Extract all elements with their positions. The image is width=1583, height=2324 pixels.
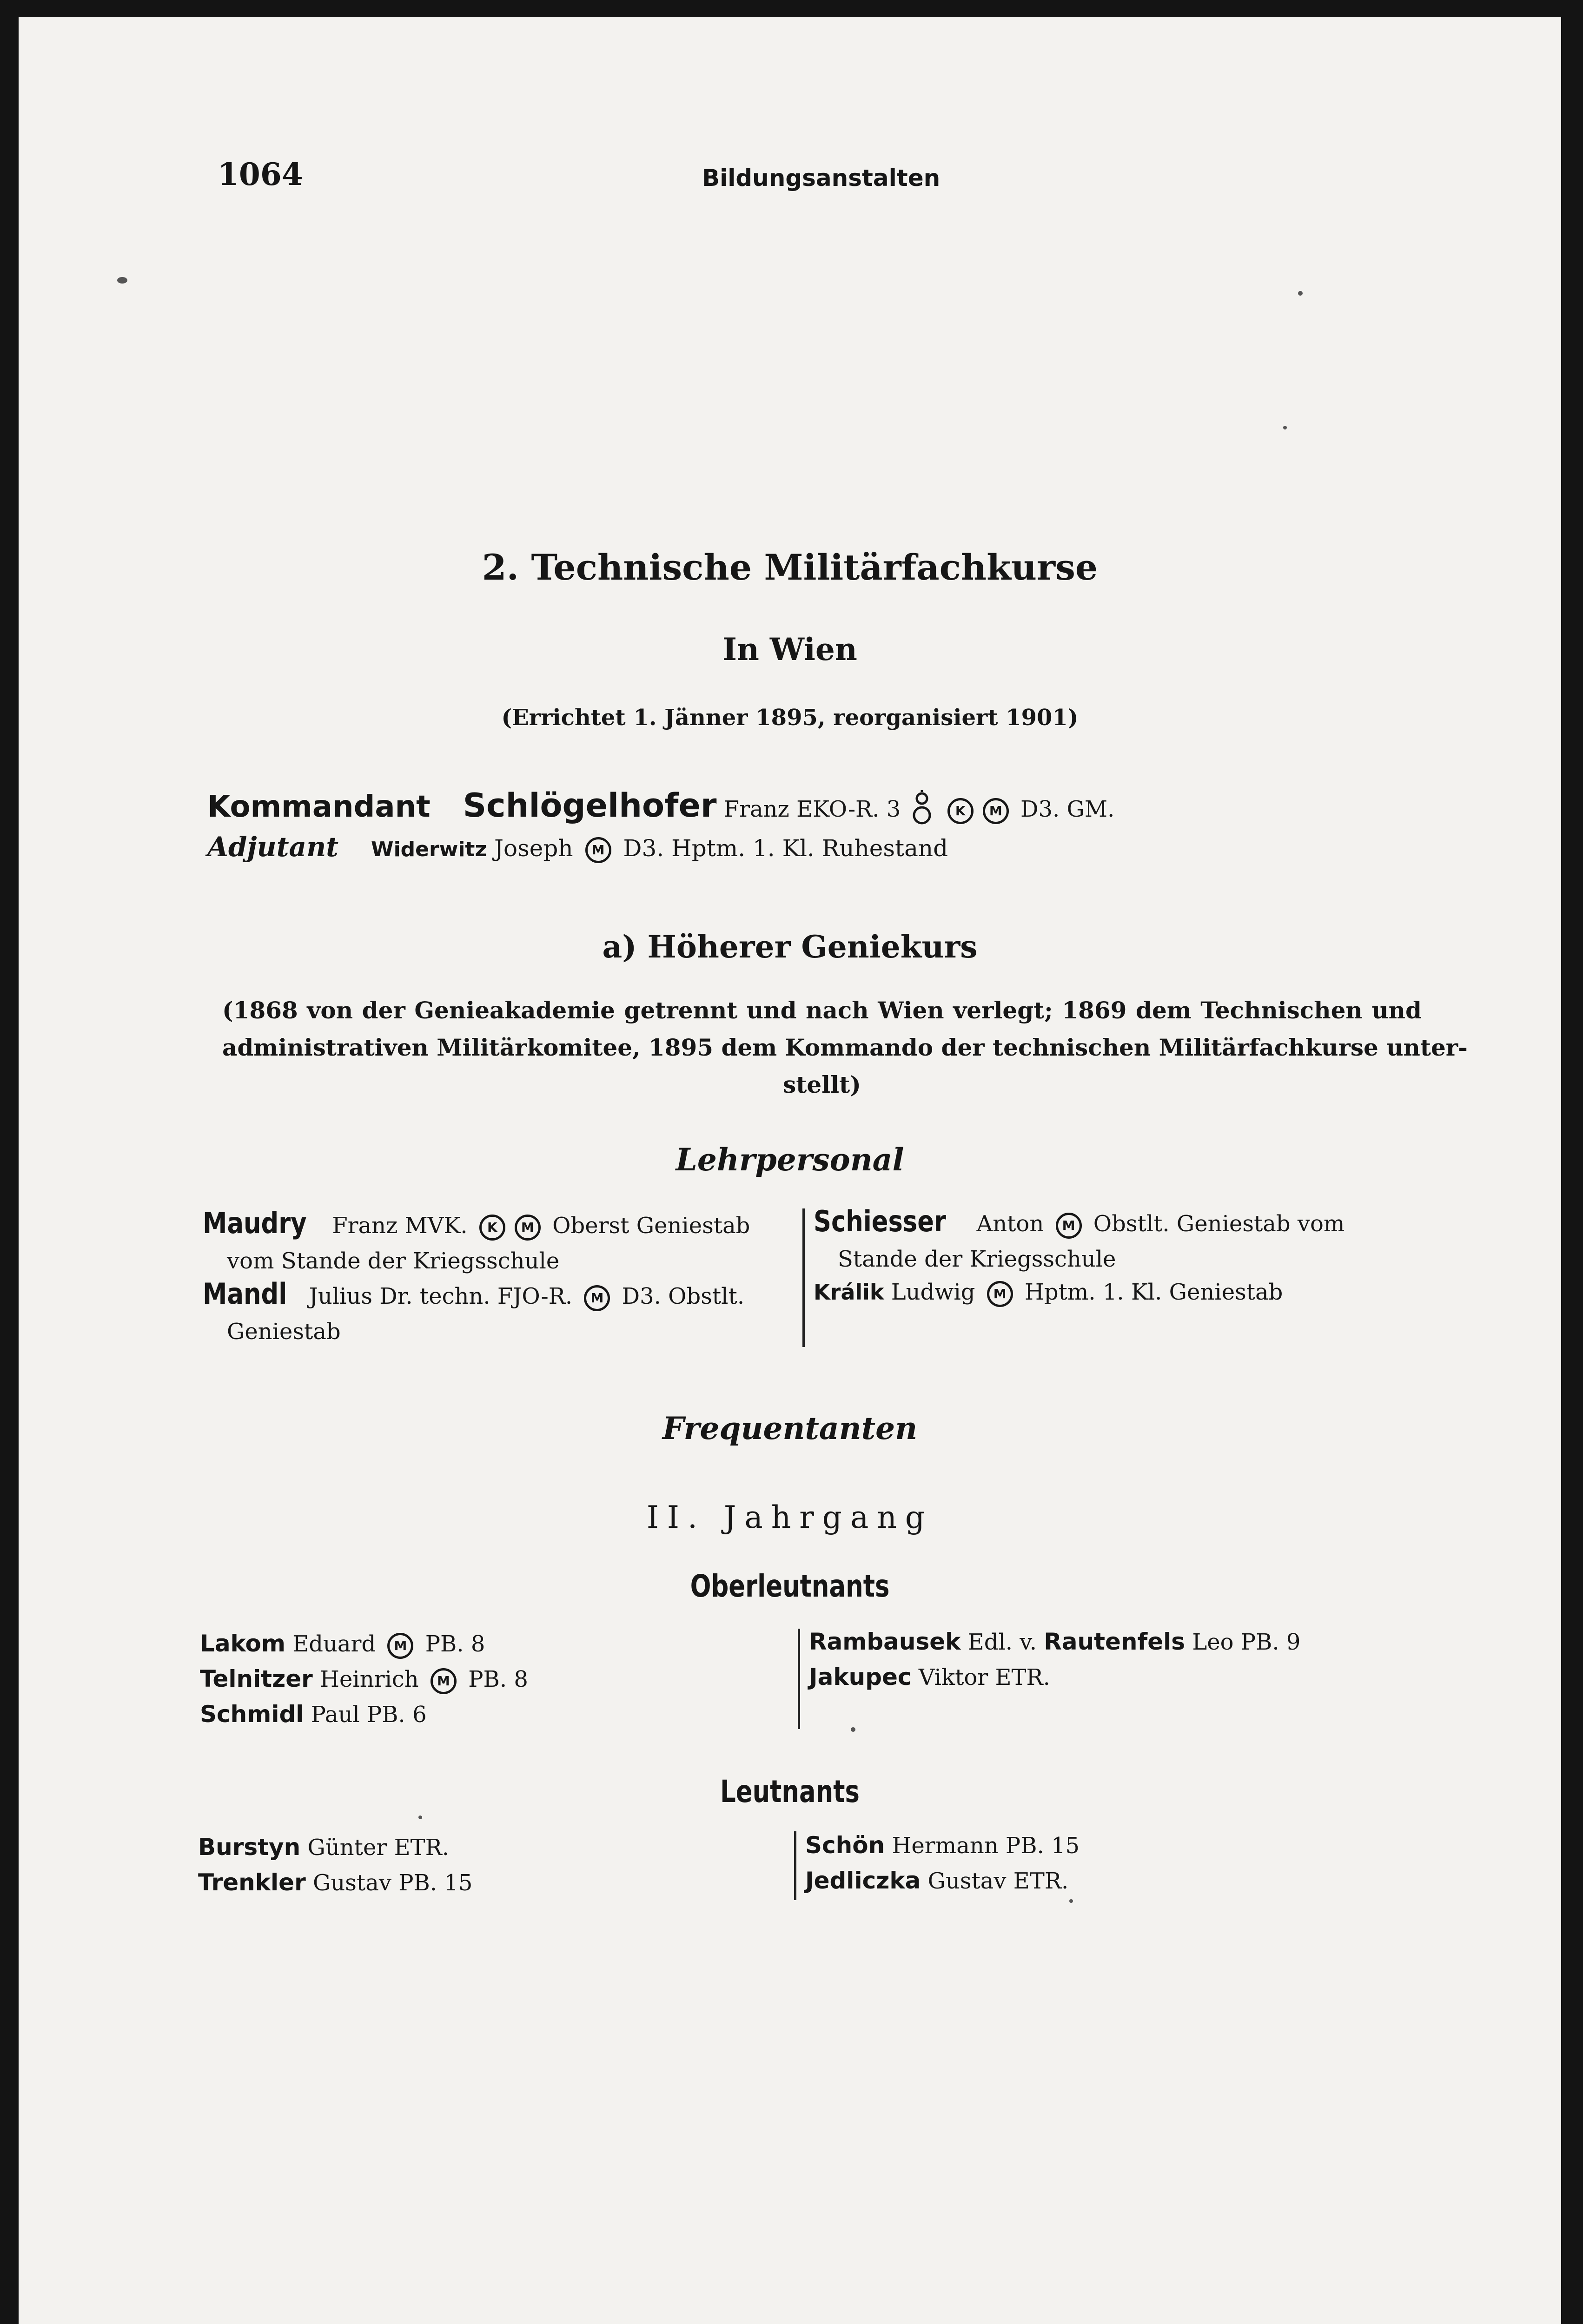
student-firstname: Viktor: [918, 1664, 988, 1690]
staff-surname: Mandl: [203, 1277, 287, 1311]
student-firstname: Heinrich: [320, 1666, 419, 1692]
founding-note: (Errichtet 1. Jänner 1895, reorganisiert 1901): [501, 705, 1079, 731]
m-medal-icon: M: [584, 1285, 610, 1311]
student-surname: Jakupec: [809, 1664, 912, 1690]
teaching-staff-heading: Lehrpersonal: [676, 1142, 904, 1178]
student-note: ETR.: [394, 1835, 450, 1861]
student-firstname: Gustav: [313, 1870, 391, 1896]
m-medal-icon: M: [387, 1633, 413, 1659]
adjutant-entry: [207, 831, 948, 863]
staff-surname: Maudry: [203, 1206, 307, 1240]
student-firstname: Hermann: [892, 1833, 999, 1859]
adjutant-surname: Widerwitz: [371, 838, 487, 861]
adjutant-role: Adjutant: [207, 831, 339, 863]
running-title: Bildungsanstalten: [702, 165, 941, 191]
m-medal-icon: M: [431, 1668, 457, 1694]
student-entry: [198, 1865, 472, 1901]
scan-speck: [418, 1816, 422, 1819]
student-firstname: Günter: [307, 1835, 387, 1861]
staff-surname: Králik: [814, 1280, 884, 1305]
student-predicate: Rautenfels: [1044, 1628, 1186, 1655]
student-surname: Telnitzer: [200, 1665, 313, 1692]
column-divider: [794, 1831, 796, 1900]
scan-speck: [851, 1727, 855, 1732]
student-surname: Burstyn: [198, 1834, 301, 1861]
student-firstname: Eduard: [292, 1631, 376, 1657]
staff-rank: Obstlt. Geniestab vom: [1093, 1211, 1345, 1237]
scan-speck: [1298, 291, 1303, 296]
commandant-surname: Schlögelhofer: [463, 786, 717, 825]
m-medal-icon: M: [987, 1281, 1013, 1307]
column-divider: [802, 1208, 805, 1347]
staff-entry: [203, 1206, 750, 1279]
student-entry: [200, 1661, 528, 1697]
student-entry: [200, 1697, 427, 1732]
student-note: PB. 8: [468, 1666, 528, 1692]
student-surname: Trenkler: [198, 1869, 306, 1896]
column-divider: [798, 1629, 800, 1729]
student-entry: [200, 1626, 485, 1662]
book-page: [19, 17, 1561, 2324]
student-entry: [809, 1659, 1050, 1695]
staff-surname: Schiesser: [814, 1204, 946, 1238]
m-medal-icon: M: [585, 837, 611, 863]
student-note: ETR.: [995, 1664, 1050, 1690]
scan-speck: [117, 277, 127, 284]
staff-entry: [814, 1274, 1283, 1310]
staff-continuation: vom Stande der Kriegsschule: [227, 1248, 560, 1274]
history-line: stellt): [783, 1071, 861, 1098]
student-note: PB. 15: [1005, 1833, 1080, 1859]
section-place: In Wien: [722, 631, 857, 667]
history-line: (1868 von der Genieakademie getrennt und nach Wien verlegt; 1869 dem Technischen und: [222, 997, 1422, 1024]
commandant-details: Franz EKO-R. 3: [723, 796, 901, 822]
student-surname: Schön: [805, 1832, 885, 1859]
k-medal-icon: K: [947, 798, 974, 824]
student-firstname: Gustav: [927, 1868, 1007, 1894]
history-paragraph: [222, 992, 1468, 1103]
page-number: 1064: [218, 156, 303, 192]
m-medal-icon: M: [983, 798, 1009, 824]
staff-entry: [814, 1204, 1345, 1277]
staff-continuation: Stande der Kriegsschule: [838, 1246, 1116, 1272]
staff-rank: Oberst Geniestab: [552, 1213, 750, 1239]
student-entry: [809, 1624, 1300, 1660]
staff-rank: D3. Obstlt.: [622, 1283, 745, 1309]
m-medal-icon: M: [515, 1215, 541, 1241]
student-surname: Jedliczka: [805, 1867, 921, 1894]
oberleutnants-heading: Oberleutnants: [690, 1568, 890, 1604]
commandant-rank: D3. GM.: [1020, 796, 1115, 822]
scan-speck: [1283, 426, 1287, 429]
commandant-entry: [207, 786, 1114, 832]
student-firstname: Edl. v.: [967, 1629, 1037, 1655]
staff-rank: Hptm. 1. Kl. Geniestab: [1024, 1279, 1283, 1305]
student-note: PB. 9: [1240, 1629, 1301, 1655]
student-given-name: Leo: [1192, 1629, 1234, 1655]
student-note: ETR.: [1013, 1868, 1069, 1894]
adjutant-firstname: Joseph: [494, 835, 573, 862]
student-firstname: Paul: [311, 1702, 360, 1728]
commandant-role: Kommandant: [207, 790, 431, 824]
staff-continuation: Geniestab: [227, 1319, 341, 1345]
staff-details: Anton: [976, 1211, 1044, 1237]
students-heading: Frequentanten: [662, 1410, 918, 1446]
scan-speck: [1069, 1899, 1073, 1903]
leutnants-heading: Leutnants: [720, 1774, 860, 1809]
section-title: 2. Technische Militärfachkurse: [482, 547, 1098, 588]
student-note: PB. 6: [366, 1702, 427, 1728]
adjutant-rank: D3. Hptm. 1. Kl. Ruhestand: [623, 835, 948, 862]
staff-details: Julius Dr. techn. FJO-R.: [309, 1283, 573, 1309]
student-note: PB. 15: [398, 1870, 473, 1896]
student-surname: Rambausek: [809, 1628, 961, 1655]
history-line: administrativen Militärkomitee, 1895 dem Kommando der technischen Militärfachkurse unter-: [222, 1034, 1468, 1061]
student-entry: [198, 1829, 449, 1865]
order-cross-icon: [911, 790, 933, 832]
student-entry: [805, 1828, 1080, 1863]
student-note: PB. 8: [425, 1631, 485, 1657]
staff-details: Franz MVK.: [332, 1213, 468, 1239]
year-heading: II. Jahrgang: [646, 1499, 934, 1535]
subsection-title: a) Höherer Geniekurs: [602, 929, 978, 965]
k-medal-icon: K: [479, 1215, 505, 1241]
student-surname: Schmidl: [200, 1701, 304, 1728]
student-surname: Lakom: [200, 1630, 285, 1657]
staff-entry: [203, 1276, 744, 1349]
student-entry: [805, 1863, 1068, 1899]
staff-details: Ludwig: [891, 1279, 975, 1305]
m-medal-icon: M: [1056, 1213, 1082, 1239]
